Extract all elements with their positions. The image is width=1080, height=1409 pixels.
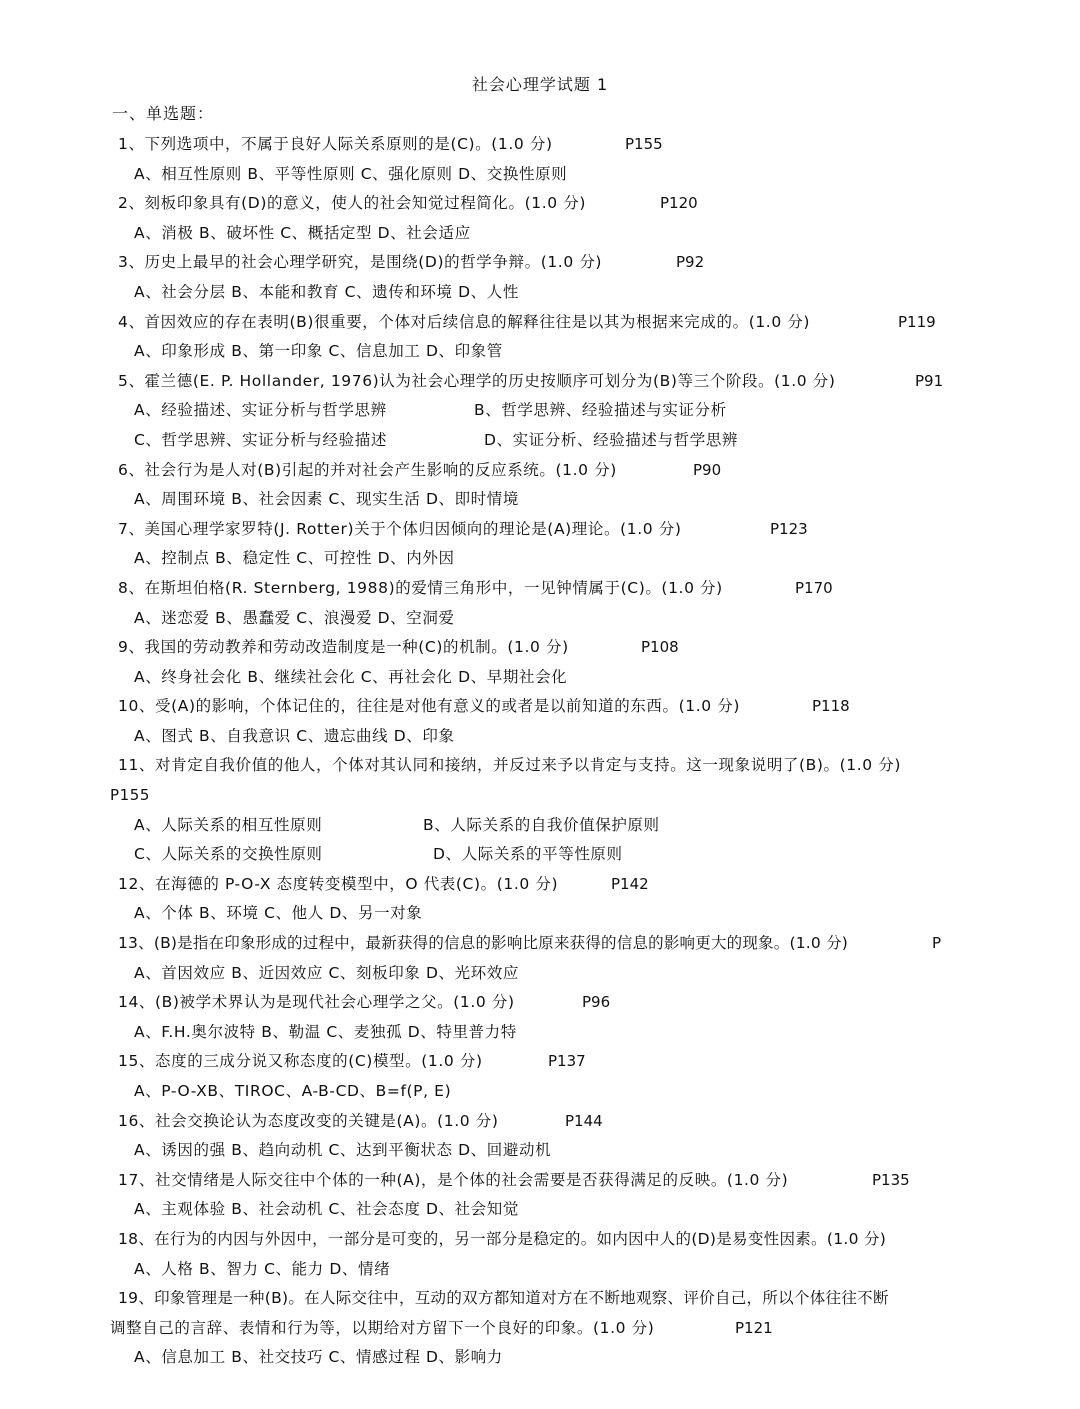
page-ref: P96 [582,993,611,1012]
options-17: A、主观体验 B、社会动机 C、社会态度 D、社会知觉 [134,1200,519,1219]
options-19: A、信息加工 B、社交技巧 C、情感过程 D、影响力 [134,1348,503,1367]
page-ref: P155 [110,786,151,805]
page-ref: P121 [735,1318,773,1337]
options-5-row1: A、经验描述、实证分析与哲学思辨 B、哲学思辨、经验描述与实证分析 [134,401,727,420]
options-13: A、首因效应 B、近因效应 C、刻板印象 D、光环效应 [134,963,519,982]
question-19: 19、印象管理是一种(B)。在人际交往中，互动的双方都知道对方在不断地观察、评价自己，所以个体往往不断 [118,1289,889,1308]
options-2: A、消极 B、破坏性 C、概括定型 D、社会适应 [134,223,471,242]
options-14: A、F.H.奥尔波特 B、勒温 C、麦独孤 D、特里普力特 [134,1022,517,1041]
page-ref: P91 [915,371,944,390]
question-2: 2、刻板印象具有(D)的意义，使人的社会知觉过程简化。(1.0 分) P120 [0,189,1080,219]
question-16: 16、社会交换论认为态度改变的关键是(A)。(1.0 分) P144 [0,1107,1080,1137]
options-4: A、印象形成 B、第一印象 C、信息加工 D、印象管 [134,342,503,361]
page-ref: P144 [565,1111,603,1130]
question-19-continued: 调整自己的言辞、表情和行为等，以期给对方留下一个良好的印象。(1.0 分) P121 [0,1314,1080,1344]
options-7: A、控制点 B、稳定性 C、可控性 D、内外因 [134,549,455,568]
question-13: 13、(B)是指在印象形成的过程中，最新获得的信息的影响比原来获得的信息的影响更大的现象。(1.0 分) P [0,929,1080,959]
options-11-row1: A、人际关系的相互性原则 B、人际关系的自我价值保护原则 [134,815,660,834]
page-ref: P137 [548,1052,586,1071]
question-10: 10、受(A)的影响，个体记住的，往往是对他有意义的或者是以前知道的东西。(1.0 分) P118 [0,692,1080,722]
page-title: 社会心理学试题 1 [471,75,609,94]
question-15: 15、态度的三成分说又称态度的(C)模型。(1.0 分) P137 [0,1047,1080,1077]
options-11-row2: C、人际关系的交换性原则 D、人际关系的平等性原则 [134,845,623,864]
question-12: 12、在海德的 P-O-X 态度转变模型中，O 代表(C)。(1.0 分) P142 [0,870,1080,900]
options-1: A、相互性原则 B、平等性原则 C、强化原则 D、交换性原则 [134,164,568,183]
question-3: 3、历史上最早的社会心理学研究，是围绕(D)的哲学争辩。(1.0 分) P92 [0,248,1080,278]
question-1: 1、下列选项中，不属于良好人际关系原则的是(C)。(1.0 分) P155 [0,130,1080,160]
page-ref: P123 [770,519,808,538]
question-11: 11、对肯定自我价值的他人，个体对其认同和接纳，并反过来予以肯定与支持。这一现象说明了(B)。(1.0 分) [118,756,902,775]
options-9: A、终身社会化 B、继续社会化 C、再社会化 D、早期社会化 [134,667,568,686]
question-9: 9、我国的劳动教养和劳动改造制度是一种(C)的机制。(1.0 分) P108 [0,633,1080,663]
options-15: A、P-O-XB、TIROC、A-B-CD、B=f(P, E) [134,1082,452,1100]
question-18: 18、在行为的内因与外因中，一部分是可变的，另一部分是稳定的。如内因中人的(D)是易变性因素。(1.0 分) [118,1229,887,1248]
question-8: 8、在斯坦伯格(R. Sternberg, 1988)的爱情三角形中，一见钟情属于(C)。(1.0 分) P170 [0,574,1080,604]
options-10: A、图式 B、自我意识 C、遗忘曲线 D、印象 [134,726,455,745]
page-ref: P170 [795,578,833,597]
page-ref: P92 [676,253,705,272]
options-8: A、迷恋爱 B、愚蠢爱 C、浪漫爱 D、空洞爱 [134,608,455,627]
question-list [0,130,1080,1373]
page-ref: P142 [611,874,649,893]
options-6: A、周围环境 B、社会因素 C、现实生活 D、即时情境 [134,490,519,509]
page-ref: P108 [641,638,679,657]
page-ref: P135 [872,1170,910,1189]
options-5-row2: C、哲学思辨、实证分析与经验描述 D、实证分析、经验描述与哲学思辨 [134,430,739,449]
question-4: 4、首因效应的存在表明(B)很重要，个体对后续信息的解释往往是以其为根据来完成的。(1.0 分) P119 [0,308,1080,338]
page-ref: P120 [660,194,698,213]
options-16: A、诱因的强 B、趋向动机 C、达到平衡状态 D、回避动机 [134,1141,552,1160]
page-ref: P90 [693,460,722,479]
page-ref: P [932,934,942,953]
question-6: 6、社会行为是人对(B)引起的并对社会产生影响的反应系统。(1.0 分) P90 [0,456,1080,486]
options-3: A、社会分层 B、本能和教育 C、遗传和环境 D、人性 [134,282,519,301]
options-12: A、个体 B、环境 C、他人 D、另一对象 [134,904,423,923]
question-14: 14、(B)被学术界认为是现代社会心理学之父。(1.0 分) P96 [0,988,1080,1018]
section-heading: 一、单选题： [112,104,215,123]
options-18: A、人格 B、智力 C、能力 D、情绪 [134,1259,391,1278]
question-5: 5、霍兰德(E. P. Hollander, 1976)认为社会心理学的历史按顺序可划分为(B)等三个阶段。(1.0 分) P91 [0,367,1080,397]
question-17: 17、社交情绪是人际交往中个体的一种(A)，是个体的社会需要是否获得满足的反映。(1.0 分) P135 [0,1166,1080,1196]
page-ref: P155 [625,135,663,153]
page-ref: P119 [898,312,936,331]
page-ref: P118 [812,697,850,716]
question-7: 7、美国心理学家罗特(J. Rotter)关于个体归因倾向的理论是(A)理论。(1.0 分) P123 [0,515,1080,545]
